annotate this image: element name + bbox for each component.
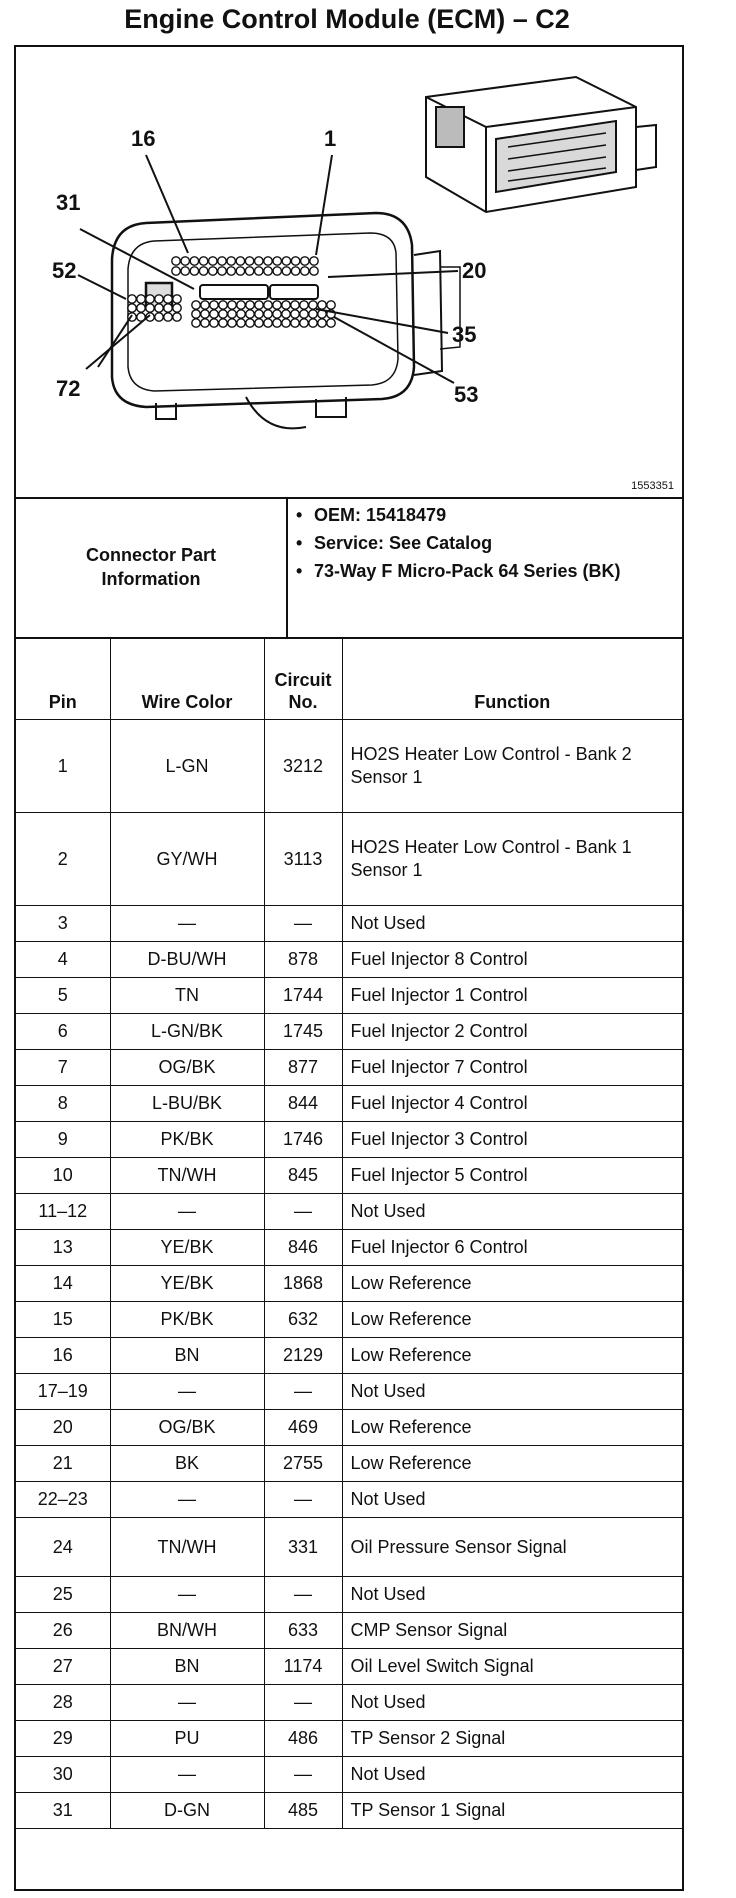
table-row <box>16 1194 682 1230</box>
function-cell: CMP Sensor Signal <box>342 1613 682 1649</box>
pin-hole <box>201 301 209 309</box>
pin-hole <box>301 257 309 265</box>
pin-hole <box>264 257 272 265</box>
function-cell: Not Used <box>342 1482 682 1518</box>
pin-hole <box>245 267 253 275</box>
table-row <box>16 1230 682 1266</box>
circuit-cell: 878 <box>264 942 342 978</box>
pin-hole <box>146 304 154 312</box>
pin-hole <box>137 304 145 312</box>
function-cell: Fuel Injector 8 Control <box>342 942 682 978</box>
page-title: Engine Control Module (ECM) – C2 <box>124 4 570 34</box>
pin-cell: 28 <box>16 1685 110 1721</box>
pin-header: Pin <box>16 637 110 720</box>
wire-color-cell: BK <box>110 1446 264 1482</box>
connector-part-information <box>16 497 682 639</box>
function-cell: Fuel Injector 4 Control <box>342 1086 682 1122</box>
pin-cell: 30 <box>16 1757 110 1793</box>
function-cell: Fuel Injector 7 Control <box>342 1050 682 1086</box>
circuit-cell: — <box>264 1374 342 1410</box>
pin-cell: 2 <box>16 813 110 906</box>
table-row <box>16 1793 682 1829</box>
pin-hole <box>228 310 236 318</box>
function-cell: Not Used <box>342 906 682 942</box>
table-row <box>16 1410 682 1446</box>
function-cell: HO2S Heater Low Control - Bank 2 Sensor 1 <box>342 720 682 813</box>
pin-hole <box>236 257 244 265</box>
pin-hole <box>255 301 263 309</box>
wire-color-cell: BN <box>110 1338 264 1374</box>
pin-hole <box>273 301 281 309</box>
function-cell: Fuel Injector 5 Control <box>342 1158 682 1194</box>
wire-color-cell: BN <box>110 1649 264 1685</box>
pin-cell: 15 <box>16 1302 110 1338</box>
pin-hole <box>219 301 227 309</box>
pin-hole <box>236 267 244 275</box>
pin-hole <box>246 310 254 318</box>
pin-hole <box>255 267 263 275</box>
circuit-cell: 1744 <box>264 978 342 1014</box>
pin-hole <box>172 267 180 275</box>
pin-hole <box>228 319 236 327</box>
connector-info-label-cell <box>16 497 288 637</box>
circuit-cell: — <box>264 906 342 942</box>
pin-hole <box>237 319 245 327</box>
pin-cell: 8 <box>16 1086 110 1122</box>
pin-hole <box>155 313 163 321</box>
circuit-cell: 1868 <box>264 1266 342 1302</box>
table-row <box>16 1374 682 1410</box>
pin-hole <box>282 257 290 265</box>
wire-color-cell: TN/WH <box>110 1518 264 1577</box>
table-row <box>16 1266 682 1302</box>
wire-color-cell: PU <box>110 1721 264 1757</box>
pin-hole <box>192 310 200 318</box>
pin-hole <box>291 257 299 265</box>
circuit-cell: 469 <box>264 1410 342 1446</box>
pin-hole <box>164 304 172 312</box>
pinout-table <box>16 637 682 1829</box>
table-row <box>16 1721 682 1757</box>
pin-cell: 25 <box>16 1577 110 1613</box>
circuit-cell: 844 <box>264 1086 342 1122</box>
pin-cell: 6 <box>16 1014 110 1050</box>
pin-callout-52: 52 <box>52 258 77 283</box>
pin-hole <box>273 257 281 265</box>
wire-color-cell: — <box>110 906 264 942</box>
pin-callout-31: 31 <box>56 190 81 215</box>
table-row <box>16 978 682 1014</box>
wire-color-cell: — <box>110 1194 264 1230</box>
pin-hole <box>282 310 290 318</box>
wire-color-cell: D-GN <box>110 1793 264 1829</box>
pin-cell: 7 <box>16 1050 110 1086</box>
pinout-table-body <box>16 720 682 1829</box>
pin-hole <box>246 301 254 309</box>
pin-hole <box>155 295 163 303</box>
pin-hole <box>172 257 180 265</box>
pin-hole <box>300 310 308 318</box>
table-row <box>16 1482 682 1518</box>
oem-part-number: • OEM: 15418479 <box>294 501 674 529</box>
pin-cell: 24 <box>16 1518 110 1577</box>
pin-hole <box>181 267 189 275</box>
pin-hole <box>318 301 326 309</box>
function-header: Function <box>342 637 682 720</box>
function-cell: Fuel Injector 6 Control <box>342 1230 682 1266</box>
circuit-cell: 632 <box>264 1302 342 1338</box>
pin-cell: 16 <box>16 1338 110 1374</box>
function-cell: Low Reference <box>342 1302 682 1338</box>
pin-hole <box>309 310 317 318</box>
pin-hole <box>128 295 136 303</box>
pin-callout-72: 72 <box>56 376 81 401</box>
figure-id: 1553351 <box>631 480 674 492</box>
pin-hole <box>273 310 281 318</box>
pin-cell: 3 <box>16 906 110 942</box>
pin-hole <box>128 304 136 312</box>
pin-hole <box>310 257 318 265</box>
pin-hole <box>227 267 235 275</box>
circuit-cell: 331 <box>264 1518 342 1577</box>
wire-color-cell: D-BU/WH <box>110 942 264 978</box>
function-cell: Low Reference <box>342 1446 682 1482</box>
table-row <box>16 1158 682 1194</box>
function-cell: Low Reference <box>342 1410 682 1446</box>
wire-color-header: Wire Color <box>110 637 264 720</box>
pin-hole <box>181 257 189 265</box>
function-cell: Not Used <box>342 1577 682 1613</box>
wire-color-cell: PK/BK <box>110 1302 264 1338</box>
pin-hole <box>164 295 172 303</box>
pin-callout-53: 53 <box>454 382 479 407</box>
pin-hole <box>146 295 154 303</box>
table-row <box>16 1014 682 1050</box>
function-cell: Oil Pressure Sensor Signal <box>342 1518 682 1577</box>
connector-info-list <box>294 501 674 585</box>
pin-hole <box>164 313 172 321</box>
connector-sheet <box>14 45 684 1891</box>
table-row <box>16 813 682 906</box>
wire-color-cell: — <box>110 1757 264 1793</box>
pin-cell: 20 <box>16 1410 110 1446</box>
circuit-cell: 633 <box>264 1613 342 1649</box>
circuit-cell: 877 <box>264 1050 342 1086</box>
circuit-cell: 1174 <box>264 1649 342 1685</box>
table-header-row <box>16 637 682 720</box>
pin-hole <box>201 319 209 327</box>
pin-hole <box>209 257 217 265</box>
pin-hole <box>173 313 181 321</box>
circuit-cell: — <box>264 1194 342 1230</box>
table-row <box>16 1649 682 1685</box>
pin-hole <box>255 257 263 265</box>
circuit-cell: — <box>264 1577 342 1613</box>
pin-hole <box>209 267 217 275</box>
pin-hole <box>291 319 299 327</box>
wire-color-cell: — <box>110 1482 264 1518</box>
pin-hole <box>301 267 309 275</box>
pin-hole <box>199 257 207 265</box>
pin-hole <box>282 319 290 327</box>
pin-hole <box>273 267 281 275</box>
connector-description: • 73-Way F Micro-Pack 64 Series (BK) <box>294 557 674 585</box>
table-row <box>16 1446 682 1482</box>
pin-hole <box>201 310 209 318</box>
circuit-cell: 2129 <box>264 1338 342 1374</box>
pin-hole <box>210 301 218 309</box>
pin-hole <box>309 301 317 309</box>
pin-hole <box>300 301 308 309</box>
service-part-number: • Service: See Catalog <box>294 529 674 557</box>
circuit-cell: 845 <box>264 1158 342 1194</box>
pin-cell: 22–23 <box>16 1482 110 1518</box>
table-row <box>16 1050 682 1086</box>
circuit-cell: 846 <box>264 1230 342 1266</box>
pin-hole <box>264 267 272 275</box>
pin-hole <box>264 301 272 309</box>
pin-hole <box>282 267 290 275</box>
pin-hole <box>219 310 227 318</box>
table-row <box>16 1757 682 1793</box>
pin-hole <box>309 319 317 327</box>
pin-callout-1: 1 <box>324 126 337 151</box>
pin-cell: 9 <box>16 1122 110 1158</box>
pin-cell: 14 <box>16 1266 110 1302</box>
pin-hole <box>190 257 198 265</box>
pin-hole <box>264 310 272 318</box>
function-cell: Not Used <box>342 1374 682 1410</box>
wire-color-cell: — <box>110 1577 264 1613</box>
circuit-cell: — <box>264 1482 342 1518</box>
function-cell: HO2S Heater Low Control - Bank 1 Sensor 1 <box>342 813 682 906</box>
connector-perspective-sketch <box>426 77 656 212</box>
table-row <box>16 1338 682 1374</box>
connector-info-label: Connector Part Information <box>85 545 217 589</box>
pin-hole <box>192 301 200 309</box>
pin-cell: 1 <box>16 720 110 813</box>
table-row <box>16 1302 682 1338</box>
circuit-cell: — <box>264 1685 342 1721</box>
function-cell: Fuel Injector 2 Control <box>342 1014 682 1050</box>
pin-cell: 13 <box>16 1230 110 1266</box>
table-row <box>16 1086 682 1122</box>
function-cell: TP Sensor 1 Signal <box>342 1793 682 1829</box>
function-cell: Fuel Injector 3 Control <box>342 1122 682 1158</box>
pin-cell: 11–12 <box>16 1194 110 1230</box>
function-cell: Not Used <box>342 1757 682 1793</box>
wire-color-cell: PK/BK <box>110 1122 264 1158</box>
wire-color-cell: YE/BK <box>110 1266 264 1302</box>
pin-hole <box>327 301 335 309</box>
pin-hole <box>155 304 163 312</box>
pin-hole <box>237 310 245 318</box>
connector-face-drawing <box>16 47 682 497</box>
pin-hole <box>173 295 181 303</box>
function-cell: TP Sensor 2 Signal <box>342 1721 682 1757</box>
pin-hole <box>318 319 326 327</box>
wire-color-cell: L-BU/BK <box>110 1086 264 1122</box>
pin-hole <box>218 257 226 265</box>
pin-hole <box>210 319 218 327</box>
circuit-cell: 1746 <box>264 1122 342 1158</box>
pin-cell: 21 <box>16 1446 110 1482</box>
pin-callout-20: 20 <box>462 258 487 283</box>
function-cell: Fuel Injector 1 Control <box>342 978 682 1014</box>
pin-hole <box>218 267 226 275</box>
wire-color-cell: TN/WH <box>110 1158 264 1194</box>
pin-cell: 26 <box>16 1613 110 1649</box>
pin-hole <box>291 310 299 318</box>
pin-hole <box>246 319 254 327</box>
function-cell: Oil Level Switch Signal <box>342 1649 682 1685</box>
pin-hole <box>227 257 235 265</box>
pin-hole <box>273 319 281 327</box>
function-cell: Not Used <box>342 1685 682 1721</box>
table-row <box>16 906 682 942</box>
wire-color-cell: TN <box>110 978 264 1014</box>
pin-cell: 27 <box>16 1649 110 1685</box>
pin-hole <box>245 257 253 265</box>
wire-color-cell: OG/BK <box>110 1050 264 1086</box>
wire-color-cell: — <box>110 1374 264 1410</box>
diagram-plugs <box>200 285 318 299</box>
circuit-cell: 485 <box>264 1793 342 1829</box>
pin-hole <box>192 319 200 327</box>
pin-hole <box>173 304 181 312</box>
wire-color-cell: — <box>110 1685 264 1721</box>
connector-diagram <box>16 47 682 499</box>
pin-hole <box>327 319 335 327</box>
circuit-cell: — <box>264 1757 342 1793</box>
table-row <box>16 720 682 813</box>
pin-cell: 17–19 <box>16 1374 110 1410</box>
table-row <box>16 942 682 978</box>
table-row <box>16 1122 682 1158</box>
pin-hole <box>264 319 272 327</box>
wire-color-cell: L-GN <box>110 720 264 813</box>
pin-hole <box>300 319 308 327</box>
pin-hole <box>137 295 145 303</box>
circuit-cell: 486 <box>264 1721 342 1757</box>
pin-hole <box>237 301 245 309</box>
pin-callout-16: 16 <box>131 126 156 151</box>
function-cell: Low Reference <box>342 1266 682 1302</box>
pin-hole <box>255 310 263 318</box>
wire-color-cell: OG/BK <box>110 1410 264 1446</box>
circuit-cell: 3113 <box>264 813 342 906</box>
table-row <box>16 1518 682 1577</box>
circuit-cell: 1745 <box>264 1014 342 1050</box>
pin-hole <box>255 319 263 327</box>
wire-color-cell: BN/WH <box>110 1613 264 1649</box>
wire-color-cell: L-GN/BK <box>110 1014 264 1050</box>
pin-cell: 29 <box>16 1721 110 1757</box>
function-cell: Not Used <box>342 1194 682 1230</box>
pin-cell: 5 <box>16 978 110 1014</box>
pin-hole <box>210 310 218 318</box>
pin-hole <box>282 301 290 309</box>
function-cell: Low Reference <box>342 1338 682 1374</box>
wire-color-cell: GY/WH <box>110 813 264 906</box>
pin-hole <box>219 319 227 327</box>
pin-hole <box>199 267 207 275</box>
pin-hole <box>190 267 198 275</box>
table-row <box>16 1577 682 1613</box>
pin-cell: 10 <box>16 1158 110 1194</box>
table-row <box>16 1613 682 1649</box>
pin-hole <box>291 267 299 275</box>
pin-hole <box>228 301 236 309</box>
pin-cell: 4 <box>16 942 110 978</box>
pin-callout-35: 35 <box>452 322 477 347</box>
pin-cell: 31 <box>16 1793 110 1829</box>
circuit-cell: 2755 <box>264 1446 342 1482</box>
pin-hole <box>291 301 299 309</box>
wire-color-cell: YE/BK <box>110 1230 264 1266</box>
table-row <box>16 1685 682 1721</box>
circuit-cell: 3212 <box>264 720 342 813</box>
pin-hole <box>310 267 318 275</box>
circuit-no-header: Circuit No. <box>264 637 342 720</box>
